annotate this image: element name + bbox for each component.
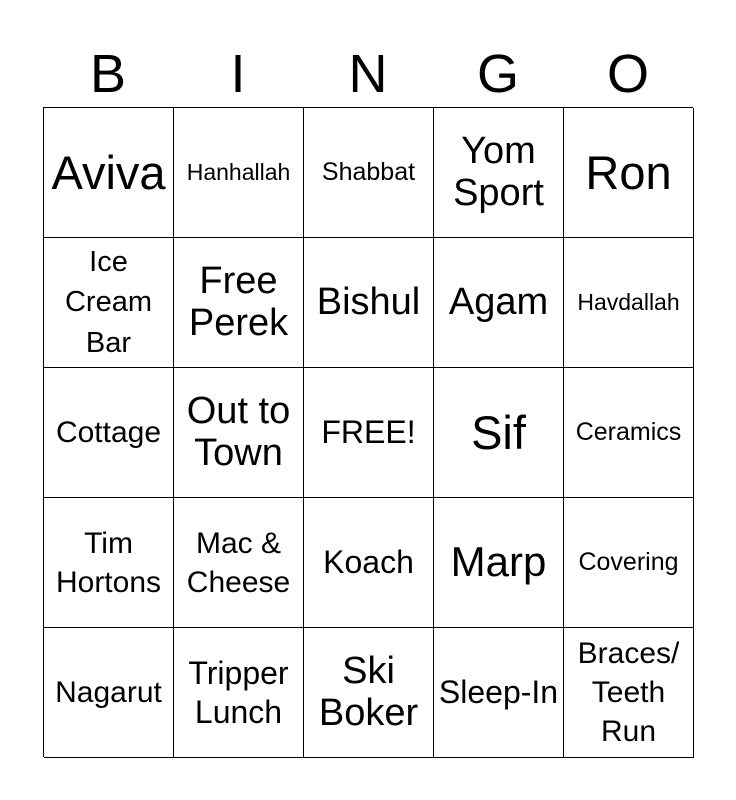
bingo-cell-g4[interactable]: Marp [434, 498, 564, 628]
bingo-cell-b4[interactable]: Tim Hortons [44, 498, 174, 628]
bingo-cell-o4[interactable]: Covering [564, 498, 694, 628]
header-letter-n: N [348, 44, 388, 104]
bingo-cell-n5[interactable]: Ski Boker [304, 628, 434, 758]
bingo-cell-o5[interactable]: Braces/ Teeth Run [564, 628, 694, 758]
header-letter-i: I [230, 44, 246, 104]
bingo-cell-g5[interactable]: Sleep-In [434, 628, 564, 758]
bingo-cell-g1[interactable]: Yom Sport [434, 108, 564, 238]
bingo-cell-o2[interactable]: Havdallah [564, 238, 694, 368]
bingo-cell-b2[interactable]: Ice Cream Bar [44, 238, 174, 368]
bingo-cell-i5[interactable]: Tripper Lunch [174, 628, 304, 758]
bingo-cell-o1[interactable]: Ron [564, 108, 694, 238]
bingo-cell-n1[interactable]: Shabbat [304, 108, 434, 238]
bingo-cell-n3-free[interactable]: FREE! [304, 368, 434, 498]
bingo-cell-i3[interactable]: Out to Town [174, 368, 304, 498]
bingo-header [43, 40, 693, 108]
bingo-cell-b1[interactable]: Aviva [44, 108, 174, 238]
bingo-cell-i2[interactable]: Free Perek [174, 238, 304, 368]
bingo-card-grid [43, 107, 693, 757]
bingo-cell-i4[interactable]: Mac & Cheese [174, 498, 304, 628]
bingo-cell-g2[interactable]: Agam [434, 238, 564, 368]
header-letter-g: G [476, 44, 519, 104]
bingo-cell-o3[interactable]: Ceramics [564, 368, 694, 498]
header-letter-b: B [89, 44, 127, 104]
bingo-cell-b3[interactable]: Cottage [44, 368, 174, 498]
bingo-cell-b5[interactable]: Nagarut [44, 628, 174, 758]
bingo-cell-g3[interactable]: Sif [434, 368, 564, 498]
bingo-cell-n2[interactable]: Bishul [304, 238, 434, 368]
bingo-cell-n4[interactable]: Koach [304, 498, 434, 628]
bingo-cell-i1[interactable]: Hanhallah [174, 108, 304, 238]
header-letter-o: O [606, 44, 649, 104]
